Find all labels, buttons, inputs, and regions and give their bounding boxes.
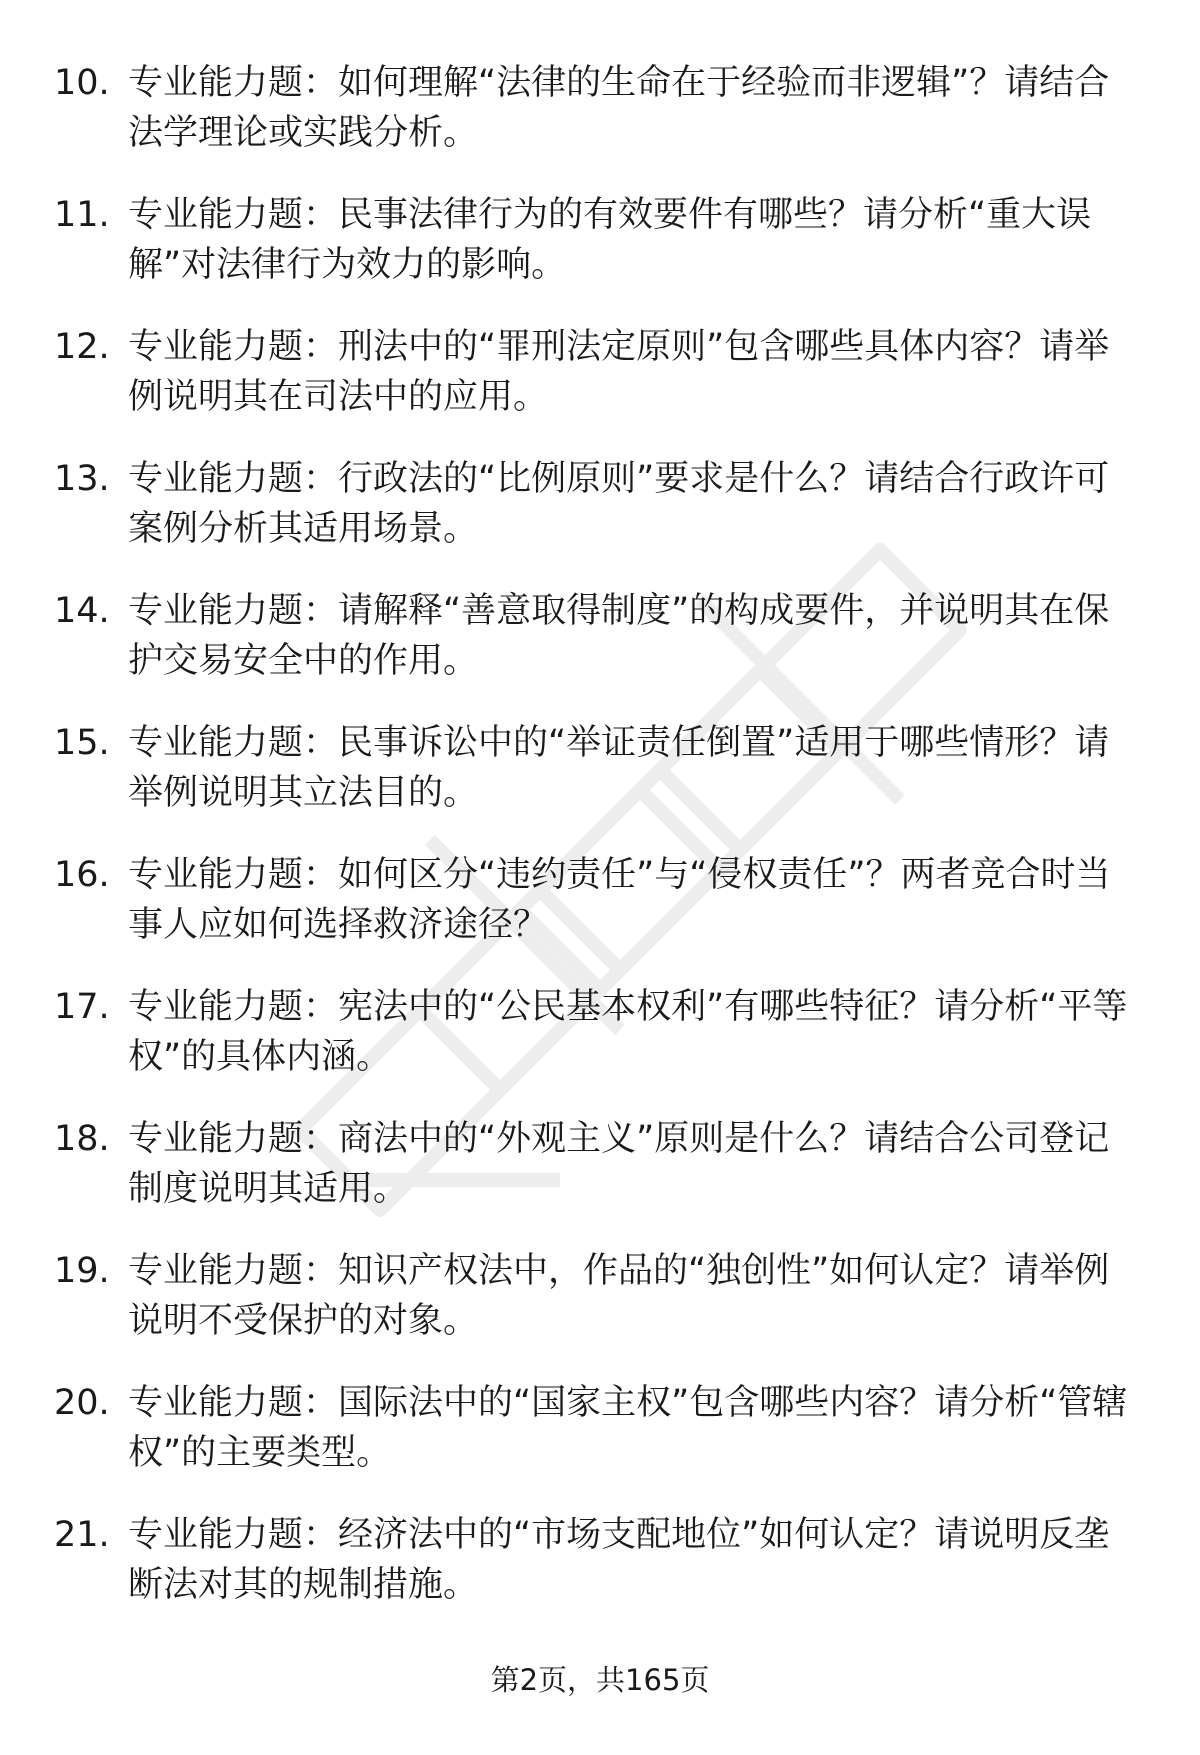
question-number: 16. (54, 855, 110, 895)
question-number: 19. (54, 1251, 110, 1291)
question-text: 专业能力题：民事法律行为的有效要件有哪些？请分析“重大误解”对法律行为效力的影响。 (128, 195, 1092, 285)
question-text: 专业能力题：商法中的“外观主义”原则是什么？请结合公司登记制度说明其适用。 (128, 1119, 1110, 1209)
question-number: 11. (54, 195, 110, 235)
question-number: 17. (54, 987, 110, 1027)
question-item (54, 1114, 1154, 1246)
question-number: 15. (54, 723, 110, 763)
question-text: 专业能力题：宪法中的“公民基本权利”有哪些特征？请分析“平等权”的具体内涵。 (128, 987, 1128, 1077)
question-item (54, 1378, 1154, 1510)
question-item (54, 1510, 1154, 1642)
page-number-label: 第2页，共165页 (490, 1663, 710, 1697)
question-list (54, 58, 1154, 1642)
question-item (54, 850, 1154, 982)
question-text: 专业能力题：如何区分“违约责任”与“侵权责任”？两者竞合时当事人应如何选择救济途径？ (128, 855, 1111, 945)
question-item (54, 586, 1154, 718)
question-text: 专业能力题：民事诉讼中的“举证责任倒置”适用于哪些情形？请举例说明其立法目的。 (128, 723, 1110, 813)
question-item (54, 982, 1154, 1114)
question-item (54, 322, 1154, 454)
question-item (54, 1246, 1154, 1378)
question-text: 专业能力题：国际法中的“国家主权”包含哪些内容？请分析“管辖权”的主要类型。 (128, 1383, 1128, 1473)
question-item (54, 190, 1154, 322)
question-item (54, 454, 1154, 586)
question-number: 13. (54, 459, 110, 499)
question-text: 专业能力题：知识产权法中，作品的“独创性”如何认定？请举例说明不受保护的对象。 (128, 1251, 1110, 1341)
question-text: 专业能力题：行政法的“比例原则”要求是什么？请结合行政许可案例分析其适用场景。 (128, 459, 1110, 549)
question-number: 12. (54, 327, 110, 367)
question-number: 18. (54, 1119, 110, 1159)
question-text: 专业能力题：刑法中的“罪刑法定原则”包含哪些具体内容？请举例说明其在司法中的应用。 (128, 327, 1110, 417)
question-number: 20. (54, 1383, 110, 1423)
question-number: 21. (54, 1515, 110, 1555)
question-number: 10. (54, 63, 110, 103)
page-footer (0, 1660, 1200, 1700)
question-number: 14. (54, 591, 110, 631)
question-text: 专业能力题：如何理解“法律的生命在于经验而非逻辑”？请结合法学理论或实践分析。 (128, 63, 1110, 153)
question-item (54, 58, 1154, 190)
question-text: 专业能力题：请解释“善意取得制度”的构成要件，并说明其在保护交易安全中的作用。 (128, 591, 1110, 681)
question-item (54, 718, 1154, 850)
question-text: 专业能力题：经济法中的“市场支配地位”如何认定？请说明反垄断法对其的规制措施。 (128, 1515, 1110, 1605)
